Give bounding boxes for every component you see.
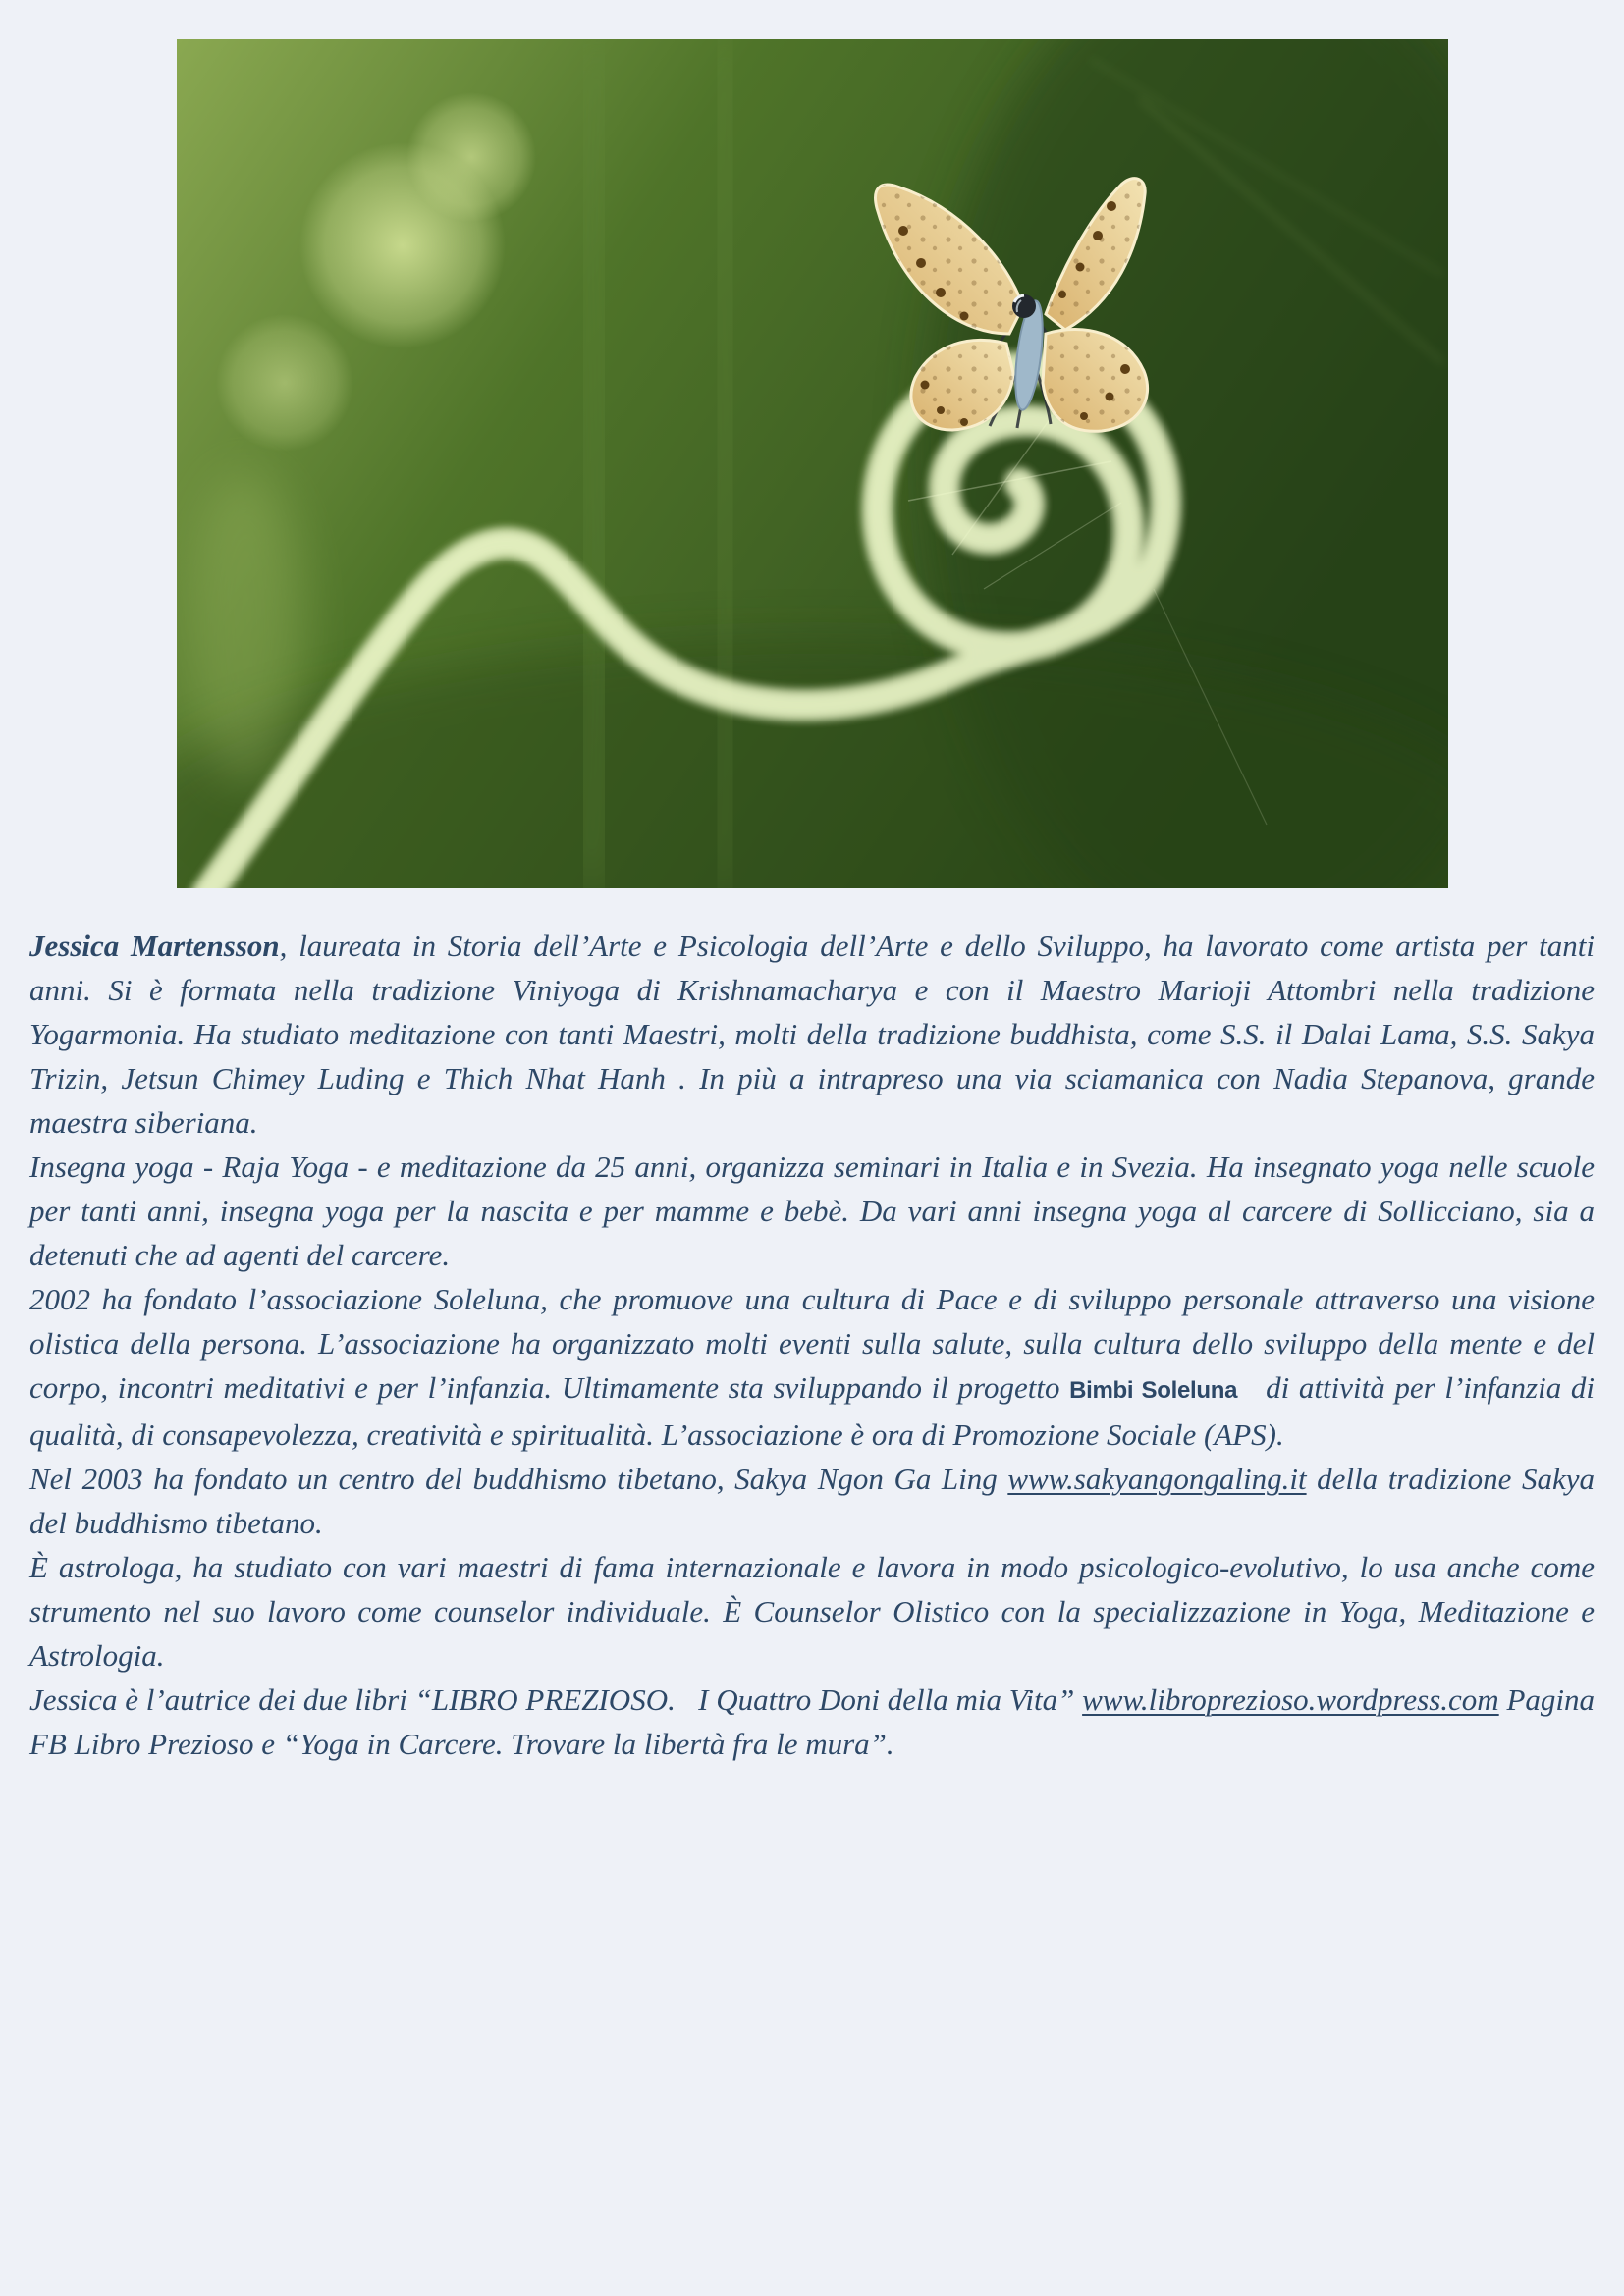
bio-text: 2002 ha fondato l’associazione Soleluna, che promuove una cultura di Pace e di sviluppo personale attraverso una visione olistica della persona. L’associazione ha organizzato molti eventi sulla salute, sulla cultura dello sviluppo della mente e del corpo, incontri meditativi e per l’infanzia. Ultimamente sta sviluppando il progetto [29, 1282, 1595, 1405]
author-name: Jessica Martensson [29, 929, 280, 963]
bio-paragraph-5 [29, 1545, 1595, 1678]
link-libroprezioso[interactable]: www.libroprezioso.wordpress.com [1082, 1682, 1499, 1717]
bio-paragraph-6 [29, 1678, 1595, 1766]
bio-paragraph-3 [29, 1277, 1595, 1457]
bio-paragraph-1 [29, 924, 1595, 1145]
bio-text: della tradizione Sakya del buddhismo tibetano. [29, 1462, 1596, 1540]
bio-text: Nel 2003 ha fondato un centro del buddhismo tibetano, Sakya Ngon Ga Ling [29, 1462, 1008, 1496]
butterfly-on-tendril-illustration [177, 39, 1448, 888]
bio-text: Pagina FB Libro Prezioso e “Yoga in Carcere. Trovare la libertà fra le mura”. [29, 1682, 1595, 1761]
project-name-bimbi-soleluna: Bimbi Soleluna [1069, 1377, 1238, 1404]
bio-text: , laureata in Storia dell’Arte e Psicologia dell’Arte e dello Sviluppo, ha lavorato come artista per tanti anni. Si è formata nella tradizione Viniyoga di Krishnamacharya e con il Maestro Marioji Attombri nella tradizione Yogarmonia. Ha studiato meditazione con tanti Maestri, molti della tradizione buddhista, come S.S. il Dalai Lama, S.S. Sakya Trizin, Jetsun Chimey Luding e Thich Nhat Hanh . In più a intrapreso una via sciamanica con Nadia Stepanova, grande maestra siberiana. [29, 929, 1595, 1140]
bio-text: Insegna yoga - Raja Yoga - e meditazione da 25 anni, organizza seminari in Italia e in Svezia. Ha insegnato yoga nelle scuole per tanti anni, insegna yoga per la nascita e per mamme e bebè. Da vari anni insegna yoga al carcere di Sollicciano, sia a detenuti che ad agenti del carcere. [29, 1149, 1595, 1272]
link-sakyangongaling[interactable]: www.sakyangongaling.it [1007, 1462, 1307, 1496]
bio-text: Jessica è l’autrice dei due libri “LIBRO PREZIOSO. I Quattro Doni della mia Vita” [29, 1682, 1083, 1717]
butterfly-photo [177, 39, 1448, 888]
biography-text [29, 924, 1595, 1766]
bio-text: di attività per l’infanzia di qualità, di consapevolezza, creatività e spiritualità. L’associazione è ora di Promozione Sociale (APS). [29, 1370, 1596, 1452]
bio-text: È astrologa, ha studiato con vari maestri di fama internazionale e lavora in modo psicologico-evolutivo, lo usa anche come strumento nel suo lavoro come counselor individuale. È Counselor Olistico con la specializzazione in Yoga, Meditazione e Astrologia. [29, 1550, 1595, 1673]
bio-paragraph-4 [29, 1457, 1595, 1545]
bio-paragraph-2 [29, 1145, 1595, 1277]
